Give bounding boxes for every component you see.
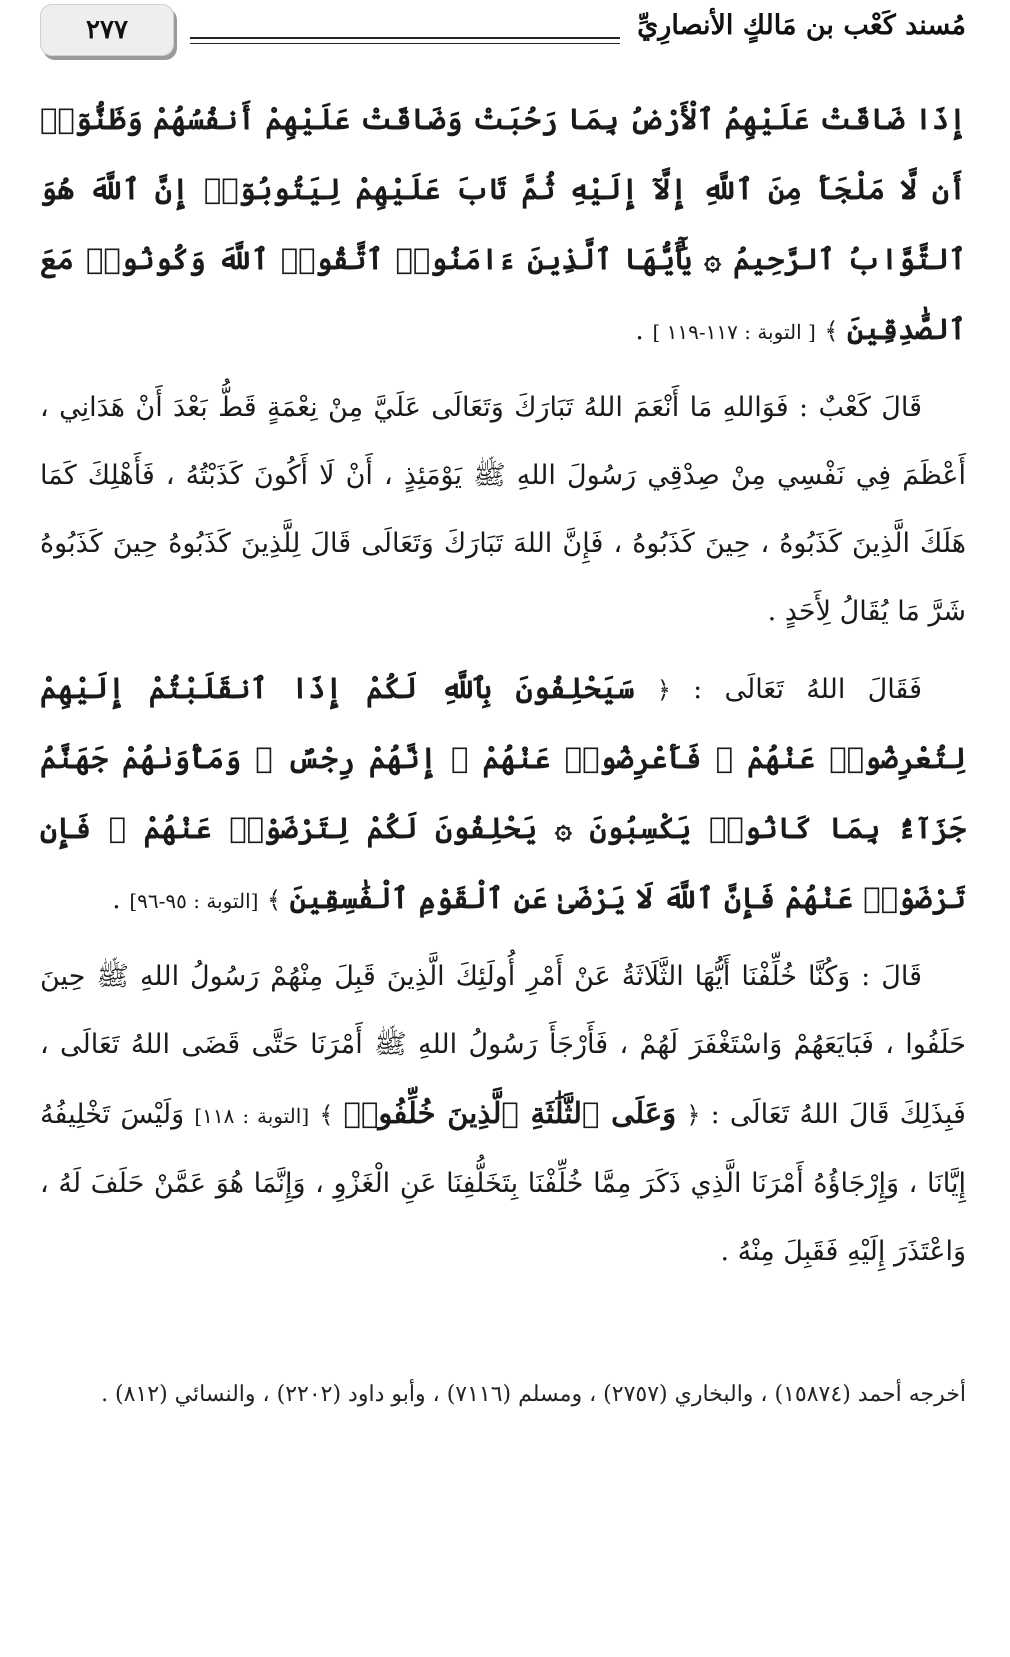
verse-open-bracket: ﴿ — [656, 676, 671, 704]
paragraph-three-left-behind — [40, 943, 966, 1286]
main-text — [40, 85, 966, 1294]
verse-close-bracket: ﴾ — [319, 1101, 334, 1129]
page-number-badge: ٢٧٧ — [40, 4, 174, 56]
running-title: مُسند كَعْب بن مَالكٍ الأنصارِيِّ — [637, 10, 966, 41]
quran-verse: إِذَا ضَاقَتْ عَلَيْهِمُ ٱلْأَرْضُ بِمَا رَحُبَتْ وَضَاقَتْ عَلَيْهِمْ أَنفُسُهُمْ وَظَنُّوٓا۟ أَن لَّا مَلْجَأَ مِنَ ٱللَّهِ إِلَّآ إِلَيْهِ ثُمَّ تَابَ عَلَيْهِمْ لِيَتُوبُوٓا۟ إِنَّ ٱللَّهَ هُوَ ٱلتَّوَّابُ ٱلرَّحِيمُ ۞ يَٰٓأَيُّهَا ٱلَّذِينَ ءَامَنُوا۟ ٱتَّقُوا۟ ٱللَّهَ وَكُونُوا۟ مَعَ ٱلصَّٰدِقِينَ — [40, 102, 966, 346]
paragraph-verse-tawba-95 — [40, 654, 966, 935]
verse-close-bracket: ﴾ — [267, 886, 282, 914]
narration-text: وَلَيْسَ تَخْلِيفُهُ إِيَّانَا ، وَإِرْجَاؤُهُ أَمْرَنَا الَّذِي ذَكَرَ مِمَّا خُلِّفْنَا بِتَخَلُّفِنَا عَنِ الْغَزْوِ ، وَإِنَّمَا هُوَ عَمَّنْ حَلَفَ لَهُ ، وَاعْتَذَرَ إِلَيْهِ فَقَبِلَ مِنْهُ . — [40, 1099, 966, 1267]
sentence-end: . — [112, 884, 121, 915]
page-header — [0, 0, 1010, 70]
verse-open-bracket: ﴿ — [686, 1101, 701, 1129]
quote-lead: فَقَالَ اللهُ تَعَالَى : — [693, 674, 922, 705]
verse-reference: [التوبة : ١١٨] — [194, 1104, 310, 1128]
verse-reference: [ التوبة : ١١٧-١١٩ ] — [652, 320, 816, 344]
paragraph-kaab-statement: قَالَ كَعْبٌ : فَوَاللهِ مَا أَنْعَمَ اللهُ تَبَارَكَ وَتَعَالَى عَلَيَّ مِنْ نِعْمَةٍ قَطُّ بَعْدَ أَنْ هَدَانِي ، أَعْظَمَ فِي نَفْسِي مِنْ صِدْقِي رَسُولَ اللهِ ﷺ يَوْمَئِذٍ ، أَنْ لَا أَكُونَ كَذَبْتُهُ ، فَأَهْلِكَ كَمَا هَلَكَ الَّذِينَ كَذَبُوهُ ، حِينَ كَذَبُوهُ ، فَإِنَّ اللهَ تَبَارَكَ وَتَعَالَى قَالَ لِلَّذِينَ كَذَبُوهُ حِينَ كَذَبُوهُ شَرَّ مَا يُقَالُ لِأَحَدٍ . — [40, 392, 966, 627]
footnote-takhrij: أخرجه أحمد (١٥٨٧٤) ، والبخاري (٢٧٥٧) ، ومسلم (٧١١٦) ، وأبو داود (٢٢٠٢) ، والنسائي (٨١٢) . — [101, 1382, 966, 1407]
paragraph-verse-tawba-117 — [40, 85, 966, 366]
verse-reference: [التوبة : ٩٥-٩٦] — [129, 889, 259, 913]
quran-verse: سَيَحْلِفُونَ بِٱللَّهِ لَكُمْ إِذَا ٱنقَلَبْتُمْ إِلَيْهِمْ لِتُعْرِضُوا۟ عَنْهُمْ ۖ فَأَعْرِضُوا۟ عَنْهُمْ ۖ إِنَّهُمْ رِجْسٌ ۖ وَمَأْوَىٰهُمْ جَهَنَّمُ جَزَآءًۢ بِمَا كَانُوا۟ يَكْسِبُونَ ۞ يَحْلِفُونَ لَكُمْ لِتَرْضَوْا۟ عَنْهُمْ ۖ فَإِن تَرْضَوْا۟ عَنْهُمْ فَإِنَّ ٱللَّهَ لَا يَرْضَىٰ عَنِ ٱلْقَوْمِ ٱلْفَٰسِقِينَ — [40, 671, 966, 915]
quran-verse: وَعَلَى ٱلثَّلَٰثَةِ ٱلَّذِينَ خُلِّفُوا۟ — [343, 1096, 677, 1130]
header-rule — [190, 37, 620, 44]
verse-close-bracket: ﴾ — [824, 317, 839, 345]
sentence-end: . — [635, 315, 644, 346]
narration-text: قَالَ : وَكُنَّا خُلِّفْنَا أَيُّهَا الثَّلَاثَةُ عَنْ أَمْرِ أُولَئِكَ الَّذِينَ قَبِلَ مِنْهُمْ رَسُولُ اللهِ ﷺ حِينَ حَلَفُوا ، فَبَايَعَهُمْ وَاسْتَغْفَرَ لَهُمْ ، فَأَرْجَأَ رَسُولُ اللهِ ﷺ أَمْرَنَا حَتَّى قَضَى اللهُ تَعَالَى ، فَبِذَلِكَ قَالَ اللهُ تَعَالَى : — [40, 961, 966, 1130]
